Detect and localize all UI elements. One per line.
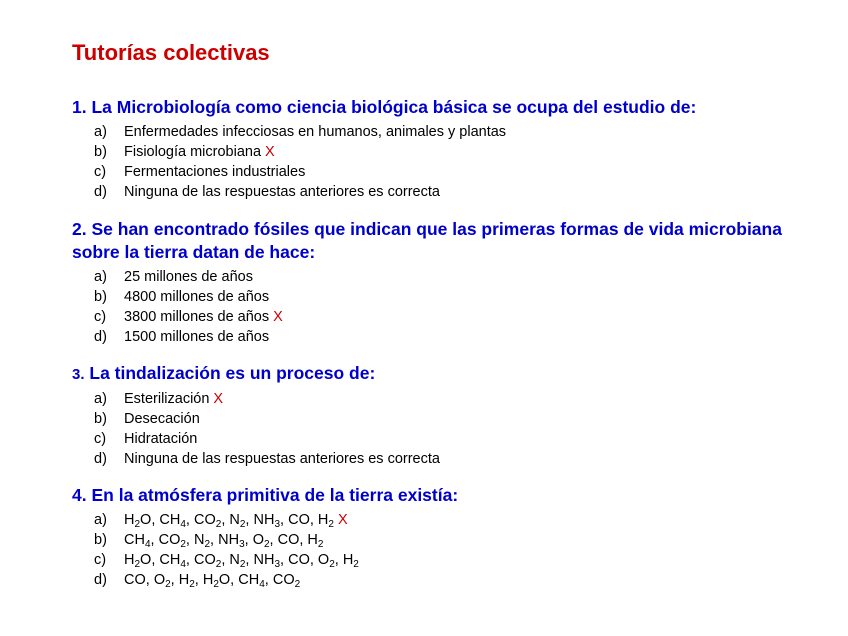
question-2-title	[72, 218, 792, 264]
question-text: La tindalización es un proceso de:	[89, 363, 376, 383]
option-text: Hidratación	[124, 431, 198, 447]
option-letter: c)	[94, 431, 107, 447]
option-b	[94, 409, 792, 429]
option-letter: a)	[94, 391, 107, 407]
option-letter: a)	[94, 124, 107, 140]
option-c	[94, 307, 792, 327]
option-text: $CH_4$, $CO_2$, $N_2$, $NH_3$, $O_2$, CO, $H_2$	[124, 532, 324, 550]
option-letter: a)	[94, 512, 107, 528]
option-letter: d)	[94, 329, 107, 345]
option-text: 1500 millones de años	[124, 329, 270, 345]
option-text: Ninguna de las respuestas anteriores es correcta	[124, 184, 440, 200]
question-3-title	[72, 362, 792, 386]
option-letter: c)	[94, 309, 107, 325]
option-b	[94, 287, 792, 307]
option-list	[72, 510, 792, 590]
option-letter: d)	[94, 572, 107, 588]
option-letter: b)	[94, 289, 107, 305]
option-letter: c)	[94, 164, 107, 180]
answer-mark: X	[337, 512, 348, 528]
option-d	[94, 570, 792, 590]
option-c	[94, 550, 792, 570]
answer-mark: X	[213, 391, 224, 407]
option-c	[94, 429, 792, 449]
option-b	[94, 142, 792, 162]
question-4	[72, 484, 792, 590]
question-2	[72, 218, 792, 347]
option-letter: a)	[94, 269, 107, 285]
option-text: $H_2O$, $CH_4$, $CO_2$, $N_2$, $NH_3$, CO, $O_2$, $H_2$	[124, 552, 359, 570]
option-b	[94, 530, 792, 550]
option-letter: b)	[94, 411, 107, 427]
question-number: 4.	[72, 485, 87, 505]
question-1	[72, 96, 792, 202]
option-text: 4800 millones de años	[124, 289, 270, 305]
option-c	[94, 162, 792, 182]
option-letter: d)	[94, 451, 107, 467]
question-number: 1.	[72, 97, 87, 117]
option-text: Desecación	[124, 411, 200, 427]
option-text: 25 millones de años	[124, 269, 253, 285]
question-text: Se han encontrado fósiles que indican que las primeras formas de vida microbiana sobre la tierra datan de hace:	[72, 219, 782, 262]
question-3	[72, 362, 792, 469]
option-letter: c)	[94, 552, 107, 568]
option-letter: b)	[94, 144, 107, 160]
option-text: 3800 millones de años	[124, 309, 270, 325]
option-text: Ninguna de las respuestas anteriores es correcta	[124, 451, 440, 467]
question-4-title	[72, 484, 792, 507]
option-text: Fisiología microbiana	[124, 144, 262, 160]
option-a	[94, 389, 792, 409]
answer-mark: X	[273, 309, 283, 325]
option-letter: b)	[94, 532, 107, 548]
option-text: $H_2O$, $CH_4$, $CO_2$, $N_2$, $NH_3$, CO, $H_2$	[124, 512, 334, 530]
option-a	[94, 267, 792, 287]
option-d	[94, 182, 792, 202]
question-text: En la atmósfera primitiva de la tierra existía:	[91, 485, 459, 505]
answer-mark: X	[265, 144, 275, 160]
option-text: Esterilización	[124, 391, 210, 407]
question-number: 3.	[72, 366, 85, 383]
question-number: 2.	[72, 219, 87, 239]
option-a	[94, 510, 792, 530]
option-text: Enfermedades infecciosas en humanos, animales y plantas	[124, 124, 507, 140]
option-d	[94, 449, 792, 469]
option-text: Fermentaciones industriales	[124, 164, 306, 180]
option-text: CO, $O_2$, $H_2$, $H_2O$, $CH_4$, $CO_2$	[124, 572, 301, 590]
option-a	[94, 122, 792, 142]
question-1-title	[72, 96, 792, 119]
option-list	[72, 389, 792, 469]
question-text: La Microbiología como ciencia biológica básica se ocupa del estudio de:	[91, 97, 697, 117]
option-list	[72, 122, 792, 202]
option-d	[94, 327, 792, 347]
page-title: Tutorías colectivas	[72, 40, 270, 65]
option-letter: d)	[94, 184, 107, 200]
option-list	[72, 267, 792, 347]
